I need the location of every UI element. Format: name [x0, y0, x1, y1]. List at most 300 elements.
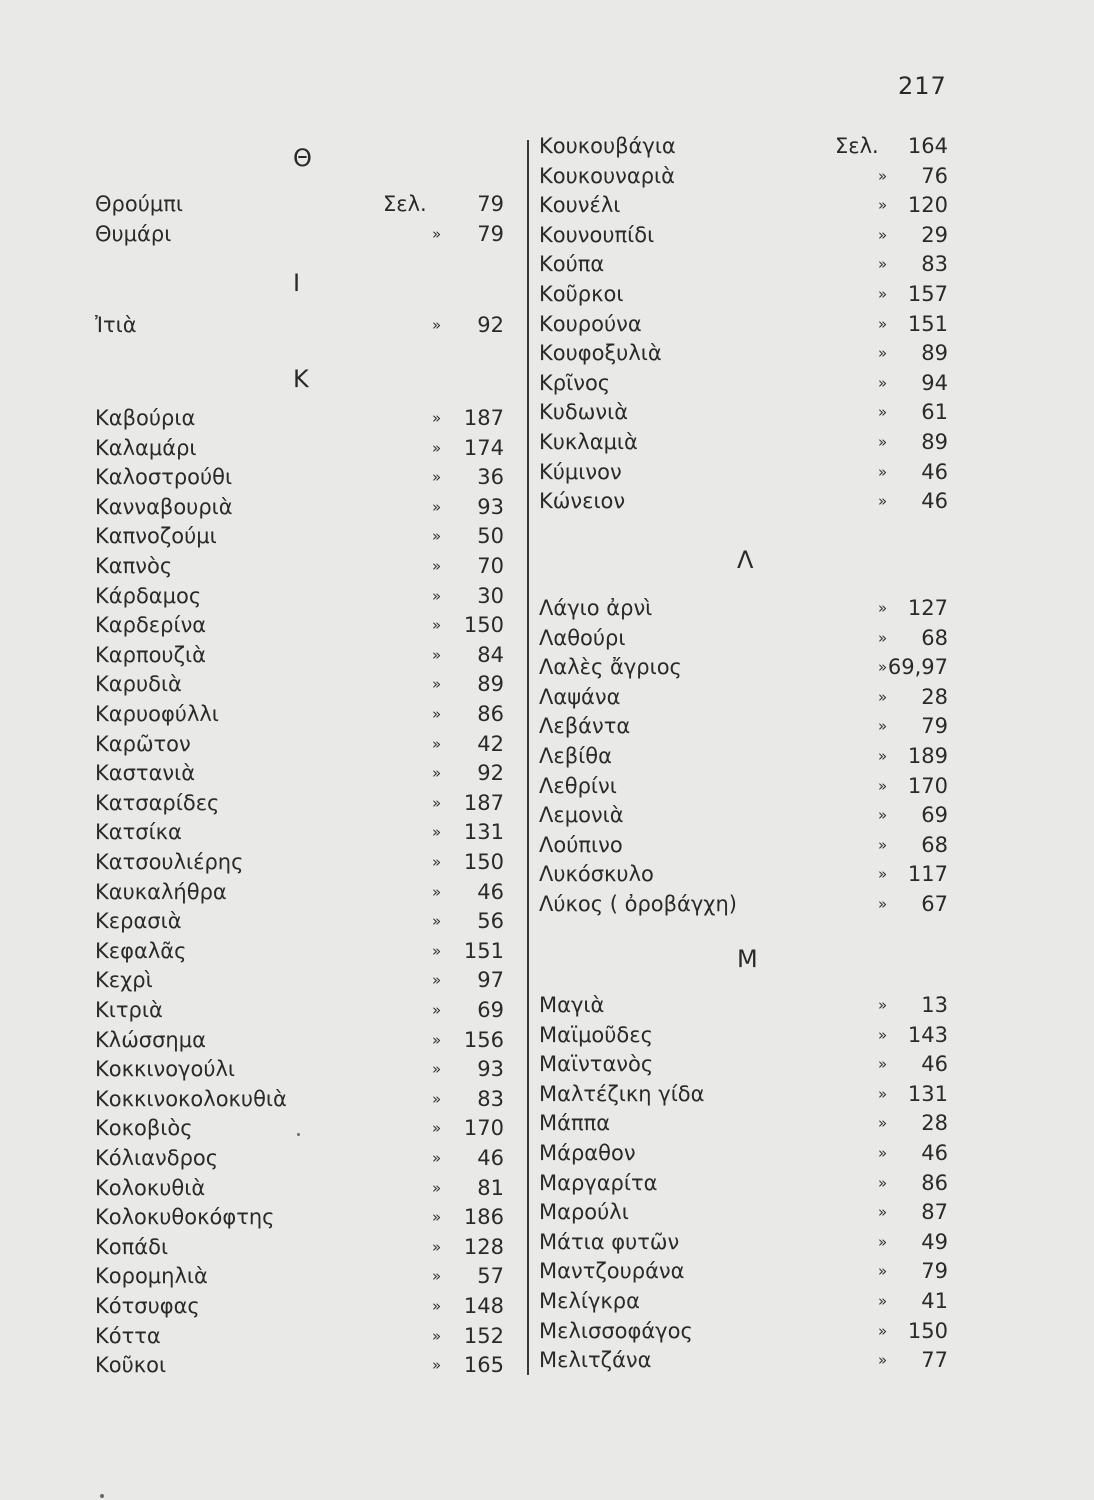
entry-page-ref: 187	[463, 790, 504, 815]
index-entry	[0, 433, 527, 463]
entry-page-ref: 29	[921, 222, 948, 247]
index-entry	[529, 800, 1094, 830]
index-entry	[529, 249, 1094, 279]
ditto-mark: »	[432, 557, 442, 575]
ditto-mark: »	[432, 316, 442, 334]
entry-term: Μαντζουράνα	[539, 1259, 685, 1284]
ditto-mark: »	[878, 658, 888, 677]
ditto-mark: »	[878, 1025, 888, 1044]
entry-term: Καλοστρούθι	[95, 465, 233, 490]
entry-page-ref: 156	[463, 1027, 504, 1052]
ditto-mark: »	[878, 403, 888, 422]
ditto-mark: »	[878, 1292, 888, 1310]
entry-term: Κοῦρκοι	[539, 282, 624, 306]
entry-term: Κούπα	[539, 252, 605, 277]
section-letter: Μ	[737, 945, 758, 973]
entry-term: Μαρούλι	[539, 1200, 629, 1225]
entry-page-ref: 46	[921, 1052, 948, 1077]
index-entry	[529, 397, 1094, 427]
ditto-mark: »	[878, 1114, 888, 1133]
entry-term: Καρδερίνα	[95, 613, 207, 638]
entry-page-ref: 120	[907, 193, 948, 218]
entry-term: Καυκαλήθρα	[95, 879, 227, 904]
entry-page-ref: 77	[921, 1348, 948, 1373]
entry-page-ref: 131	[907, 1081, 948, 1106]
ditto-mark: »	[878, 492, 888, 511]
entry-page-ref: 89	[921, 430, 948, 454]
index-entry	[529, 1049, 1094, 1079]
index-entry	[0, 1321, 527, 1351]
ditto-mark: »	[878, 865, 888, 884]
entry-page-ref: 79	[921, 1259, 948, 1284]
entry-page-ref: 150	[463, 850, 504, 874]
index-entry	[529, 771, 1094, 801]
ditto-mark: »	[878, 196, 888, 215]
section-letter: Λ	[737, 546, 754, 574]
index-entry	[529, 338, 1094, 368]
entry-page-ref: 69,97	[887, 655, 948, 680]
index-entry	[529, 859, 1094, 889]
ditto-mark: »	[432, 793, 442, 812]
entry-page-ref: 46	[921, 489, 948, 514]
entry-page-ref: 186	[463, 1205, 504, 1230]
entry-term: Κουκουβάγια	[539, 134, 676, 158]
entry-page-ref: 189	[907, 744, 948, 768]
entry-page-ref: 94	[921, 370, 948, 395]
index-entry	[0, 610, 527, 640]
entry-page-ref: 67	[921, 892, 948, 916]
ink-speck	[297, 1133, 300, 1136]
index-entry	[0, 521, 527, 551]
entry-term: Κοῦκοι	[95, 1353, 167, 1378]
entry-term: Λεθρίνι	[539, 773, 617, 798]
entry-page-ref: 164	[907, 134, 948, 158]
entry-page-ref: 79	[921, 714, 948, 739]
entry-page-ref: 174	[463, 435, 504, 460]
entry-page-ref: 46	[477, 1146, 504, 1170]
index-entry	[529, 711, 1094, 741]
index-entry	[0, 1291, 527, 1321]
entry-page-ref: 131	[463, 820, 504, 845]
ditto-mark: »	[432, 616, 442, 635]
index-entry	[529, 1020, 1094, 1050]
entry-page-ref: 79	[477, 221, 504, 246]
ditto-mark: »	[878, 314, 888, 333]
entry-page-ref: 117	[907, 862, 948, 887]
ditto-mark: »	[432, 1001, 442, 1019]
entry-page-ref: 84	[477, 642, 504, 667]
entry-page-ref: 170	[463, 1116, 504, 1141]
index-entry	[529, 1168, 1094, 1198]
entry-term: Κυκλαμιὰ	[539, 430, 638, 454]
index-entry	[0, 877, 527, 907]
entry-term: Κυδωνιὰ	[539, 400, 629, 425]
ditto-mark: »	[878, 1173, 888, 1192]
entry-term: Μάτια φυτῶν	[539, 1229, 680, 1254]
entry-term: Μαϊντανὸς	[539, 1052, 654, 1077]
entry-page-ref: 150	[463, 613, 504, 638]
index-entry	[0, 906, 527, 936]
ditto-mark: »	[432, 1237, 442, 1256]
ditto-mark: »	[432, 1208, 442, 1227]
ditto-mark: »	[432, 1326, 442, 1345]
ditto-mark: »	[432, 912, 442, 931]
entry-page-ref: 61	[921, 400, 948, 425]
entry-page-ref: 89	[921, 341, 948, 366]
index-entry	[529, 1108, 1094, 1138]
index-entry	[0, 492, 527, 522]
entry-page-ref: 50	[477, 524, 504, 549]
index-entry	[0, 1084, 527, 1114]
index-entry	[0, 758, 527, 788]
ditto-mark: »	[878, 225, 888, 244]
index-entry	[529, 741, 1094, 771]
entry-page-ref: 46	[921, 1141, 948, 1165]
ditto-mark: »	[432, 409, 442, 427]
ditto-mark: »	[432, 224, 442, 243]
ditto-mark: »	[878, 687, 888, 706]
index-entry	[0, 219, 527, 249]
ditto-mark: »	[878, 373, 888, 392]
entry-term: Μαργαρίτα	[539, 1170, 658, 1195]
index-entry	[529, 190, 1094, 220]
index-entry	[529, 682, 1094, 712]
index-entry	[529, 220, 1094, 250]
ditto-mark: »	[878, 1144, 888, 1162]
index-entry	[529, 593, 1094, 623]
ditto-mark: »	[878, 1321, 888, 1340]
entry-term: Μάραθον	[539, 1141, 636, 1165]
ditto-mark: »	[878, 1084, 888, 1103]
ditto-mark: »	[878, 166, 888, 185]
ditto-mark: »	[432, 941, 442, 960]
entry-page-ref: 30	[477, 583, 504, 608]
index-entry	[0, 1173, 527, 1203]
ink-speck	[100, 1494, 104, 1498]
entry-page-ref: 93	[477, 1057, 504, 1082]
entry-page-ref: 143	[907, 1022, 948, 1047]
ditto-mark: »	[432, 1297, 442, 1315]
index-entry	[0, 1113, 527, 1143]
index-entry	[529, 427, 1094, 457]
index-entry	[529, 1256, 1094, 1286]
entry-sel-label: Σελ.	[383, 192, 427, 216]
ditto-mark: »	[432, 823, 442, 842]
entry-term: Καρῶτον	[95, 731, 191, 756]
entry-term: Κερασιὰ	[95, 909, 182, 934]
index-entry	[529, 1316, 1094, 1346]
section-letter: Ι	[293, 269, 301, 297]
index-entry	[0, 1143, 527, 1173]
entry-page-ref: 28	[921, 1111, 948, 1136]
ditto-mark: »	[432, 675, 442, 694]
ditto-mark: »	[878, 895, 888, 913]
ditto-mark: »	[878, 1232, 888, 1251]
index-entry	[529, 990, 1094, 1020]
ditto-mark: »	[878, 628, 888, 647]
entry-page-ref: 157	[907, 282, 948, 306]
entry-term: Καστανιὰ	[95, 761, 196, 786]
index-entry	[0, 1232, 527, 1262]
entry-term: Καλαμάρι	[95, 435, 197, 460]
entry-term: Λυκόσκυλο	[539, 862, 654, 887]
entry-term: Θυμάρι	[95, 221, 172, 246]
entry-page-ref: 165	[463, 1353, 504, 1378]
ditto-mark: »	[432, 853, 442, 871]
entry-term: Κοκοβιὸς	[95, 1116, 193, 1141]
entry-page-ref: 127	[907, 596, 948, 620]
entry-page-ref: 57	[477, 1264, 504, 1289]
ditto-mark: »	[878, 717, 888, 736]
entry-term: Κύμινον	[539, 459, 622, 484]
entry-term: Λαλὲς ἄγριος	[539, 655, 682, 680]
entry-page-ref: 170	[907, 773, 948, 798]
entry-term: Μαϊμοῦδες	[539, 1022, 653, 1047]
entry-page-ref: 68	[921, 832, 948, 857]
index-entry	[0, 551, 527, 581]
ditto-mark: »	[432, 734, 442, 753]
entry-page-ref: 46	[921, 459, 948, 484]
entry-term: Κοκκινογούλι	[95, 1057, 236, 1082]
entry-term: Μελίγκρα	[539, 1289, 640, 1313]
entry-page-ref: 86	[477, 702, 504, 726]
entry-page-ref: 42	[477, 731, 504, 756]
ditto-mark: »	[432, 468, 442, 487]
index-entry	[0, 965, 527, 995]
entry-page-ref: 87	[921, 1200, 948, 1225]
ditto-mark: »	[878, 255, 888, 274]
entry-term: Κουρούνα	[539, 311, 642, 336]
index-entry	[0, 581, 527, 611]
ditto-mark: »	[432, 1267, 442, 1286]
ditto-mark: »	[432, 1149, 442, 1167]
entry-page-ref: 150	[907, 1318, 948, 1343]
ditto-mark: »	[432, 1178, 442, 1197]
entry-page-ref: 128	[463, 1234, 504, 1259]
ditto-mark: »	[878, 835, 888, 854]
index-entry	[529, 1227, 1094, 1257]
entry-page-ref: 86	[921, 1170, 948, 1195]
ditto-mark: »	[878, 344, 888, 363]
ditto-mark: »	[878, 1262, 888, 1281]
ditto-mark: »	[878, 1203, 888, 1222]
entry-term: Κεχρὶ	[95, 968, 153, 993]
entry-term: Καρυοφύλλι	[95, 702, 219, 726]
entry-term: Κουφοξυλιὰ	[539, 341, 662, 366]
index-entry	[0, 1054, 527, 1084]
entry-term: Κορομηλιὰ	[95, 1264, 208, 1289]
entry-page-ref: 151	[463, 938, 504, 963]
section-letter: Θ	[293, 144, 312, 172]
entry-page-ref: 89	[477, 672, 504, 697]
entry-term: Κότσυφας	[95, 1294, 200, 1318]
entry-term: Κάρδαμος	[95, 583, 202, 608]
entry-page-ref: 69	[921, 803, 948, 828]
entry-page-ref: 69	[477, 998, 504, 1022]
index-entry	[529, 131, 1094, 161]
index-entry	[0, 1202, 527, 1232]
entry-page-ref: 83	[921, 252, 948, 277]
entry-term: Λαθούρι	[539, 625, 626, 650]
entry-page-ref: 152	[463, 1323, 504, 1348]
entry-term: Λεβίθα	[539, 744, 612, 768]
index-entry	[529, 309, 1094, 339]
entry-term: Κοπάδι	[95, 1234, 169, 1259]
ditto-mark: »	[432, 1030, 442, 1049]
ditto-mark: »	[432, 705, 442, 723]
entry-term: Μελιτζάνα	[539, 1348, 652, 1373]
entry-term: Λεμονιὰ	[539, 803, 624, 828]
entry-term: Κολοκυθοκόφτης	[95, 1205, 275, 1230]
ditto-mark: »	[432, 1089, 442, 1108]
entry-page-ref: 92	[477, 761, 504, 786]
entry-term: Θρούμπι	[95, 192, 183, 216]
ditto-mark: »	[432, 497, 442, 516]
entry-term: Κατσαρίδες	[95, 790, 220, 815]
ditto-mark: »	[878, 776, 888, 795]
index-entry	[529, 279, 1094, 309]
section-letter: Κ	[293, 365, 309, 393]
ditto-mark: »	[432, 764, 442, 783]
ditto-mark: »	[432, 971, 442, 990]
entry-term: Κρῖνος	[539, 370, 611, 395]
entry-term: Κατσουλιέρης	[95, 850, 244, 874]
entry-term: Κλώσσημα	[95, 1027, 206, 1052]
ditto-mark: »	[432, 1060, 442, 1079]
index-entry	[529, 1197, 1094, 1227]
entry-term: Λάγιο ἀρνὶ	[539, 596, 653, 620]
ditto-mark: »	[878, 747, 888, 765]
index-entry	[0, 699, 527, 729]
entry-page-ref: 93	[477, 494, 504, 519]
entry-page-ref: 79	[477, 192, 504, 216]
entry-term: Καρυδιὰ	[95, 672, 182, 697]
index-entry	[529, 1286, 1094, 1316]
entry-page-ref: 83	[477, 1086, 504, 1111]
entry-term: Κιτριὰ	[95, 998, 163, 1022]
ditto-mark: »	[878, 462, 888, 481]
entry-page-ref: 76	[921, 163, 948, 188]
entry-term: Καπνὸς	[95, 554, 173, 578]
ditto-mark: »	[878, 1351, 888, 1370]
index-entry	[529, 1138, 1094, 1168]
index-entry	[0, 669, 527, 699]
index-entry	[0, 640, 527, 670]
index-entry	[529, 652, 1094, 682]
index-entry	[0, 936, 527, 966]
index-entry	[529, 1345, 1094, 1375]
entry-term: Κατσίκα	[95, 820, 182, 845]
index-entry	[529, 161, 1094, 191]
entry-term: Κόλιανδρος	[95, 1146, 219, 1170]
index-entry	[0, 310, 527, 340]
ditto-mark: »	[432, 1119, 442, 1138]
entry-term: Κόττα	[95, 1323, 161, 1348]
entry-page-ref: 97	[477, 968, 504, 993]
index-entry	[529, 830, 1094, 860]
entry-page-ref: 49	[921, 1229, 948, 1254]
ditto-mark: »	[432, 882, 442, 901]
entry-page-ref: 13	[921, 993, 948, 1017]
entry-page-ref: 187	[463, 406, 504, 430]
ditto-mark: »	[878, 1055, 888, 1074]
entry-page-ref: 148	[463, 1294, 504, 1318]
ditto-mark: »	[878, 433, 888, 451]
index-entry	[529, 1079, 1094, 1109]
ditto-mark: »	[432, 645, 442, 664]
ditto-mark: »	[432, 586, 442, 605]
entry-page-ref: 92	[477, 313, 504, 337]
entry-term: Λεβάντα	[539, 714, 631, 739]
entry-term: Ἰτιὰ	[95, 313, 137, 337]
entry-term: Καβούρια	[95, 406, 196, 430]
ditto-mark: »	[878, 996, 888, 1014]
entry-term: Κεφαλᾶς	[95, 938, 187, 963]
entry-page-ref: 36	[477, 465, 504, 490]
entry-term: Μάππα	[539, 1111, 611, 1136]
entry-term: Κώνειον	[539, 489, 626, 514]
entry-term: Καρπουζιὰ	[95, 642, 206, 667]
index-entry	[0, 729, 527, 759]
entry-page-ref: 46	[477, 879, 504, 904]
entry-term: Κουνουπίδι	[539, 222, 655, 247]
entry-term: Κουκουναριὰ	[539, 163, 675, 188]
entry-page-ref: 151	[907, 311, 948, 336]
ditto-mark: »	[878, 806, 888, 825]
entry-page-ref: 81	[477, 1175, 504, 1200]
entry-page-ref: 41	[921, 1289, 948, 1313]
entry-term: Κοκκινοκολοκυθιὰ	[95, 1086, 287, 1111]
ditto-mark: »	[432, 1356, 442, 1375]
entry-page-ref: 70	[477, 554, 504, 578]
entry-term: Καπνοζούμι	[95, 524, 217, 549]
entry-term: Λαψάνα	[539, 684, 621, 709]
index-entry	[0, 403, 527, 433]
ditto-mark: »	[878, 599, 888, 617]
index-entry	[0, 995, 527, 1025]
entry-page-ref: 28	[921, 684, 948, 709]
index-entry	[529, 623, 1094, 653]
index-entry	[0, 189, 527, 219]
entry-term: Κολοκυθιὰ	[95, 1175, 206, 1200]
entry-term: Κανναβουριὰ	[95, 494, 233, 519]
entry-term: Μαγιὰ	[539, 993, 605, 1017]
ditto-mark: »	[432, 527, 442, 546]
entry-term: Κουνέλι	[539, 193, 621, 218]
index-entry	[529, 457, 1094, 487]
ditto-mark: »	[432, 438, 442, 457]
index-entry	[529, 889, 1094, 919]
index-entry	[0, 462, 527, 492]
index-entry	[0, 1261, 527, 1291]
entry-sel-label: Σελ.	[835, 134, 879, 158]
entry-term: Μαλτέζικη γίδα	[539, 1081, 705, 1106]
entry-term: Λούπινο	[539, 832, 623, 857]
entry-page-ref: 68	[921, 625, 948, 650]
entry-term: Μελισσοφάγος	[539, 1318, 693, 1343]
index-entry	[0, 817, 527, 847]
ditto-mark: »	[878, 285, 888, 303]
index-entry	[0, 788, 527, 818]
index-entry	[529, 486, 1094, 516]
entry-term: Λύκος ( ὀροβάγχη)	[539, 892, 737, 916]
page-number: 217	[898, 72, 947, 100]
entry-page-ref: 56	[477, 909, 504, 934]
index-entry	[0, 1350, 527, 1380]
index-entry	[0, 1025, 527, 1055]
index-entry	[529, 368, 1094, 398]
index-entry	[0, 847, 527, 877]
